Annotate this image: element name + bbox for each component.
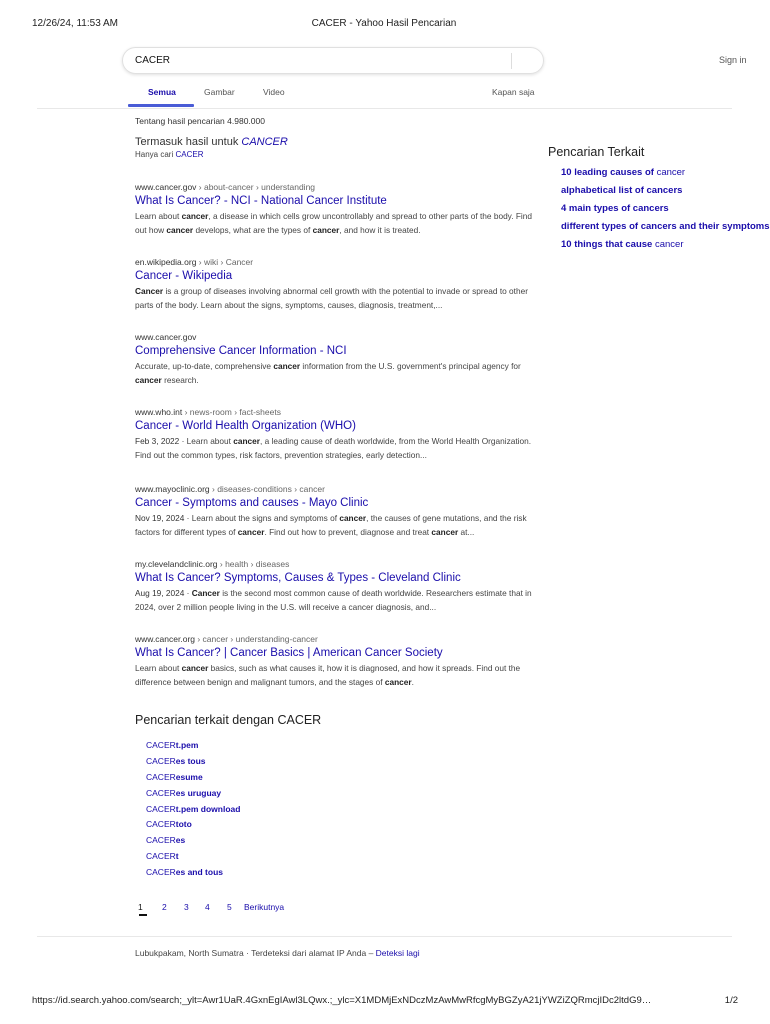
related-base: CACER — [146, 803, 176, 814]
snippet-highlight: cancer — [237, 526, 265, 537]
snippet-text: basics, such as what causes it, how it is diagnosed, and how it spreads. Find out the difference between benign and malignant tumors, and the stages of — [135, 663, 521, 687]
snippet-highlight: cancer — [181, 663, 209, 673]
search-input[interactable] — [135, 52, 505, 69]
result-date: Nov 19, 2024 · — [135, 513, 192, 523]
search-result — [135, 332, 535, 387]
snippet-highlight: cancer — [166, 224, 194, 235]
snippet-text: , a disease in which cells grow uncontrollably and spread to other parts of the body. Find out how — [135, 211, 532, 235]
snippet-text: Learn about — [135, 211, 182, 221]
snippet-highlight: cancer — [233, 436, 261, 446]
result-site: www.who.int — [135, 407, 183, 417]
snippet-highlight: cancer — [312, 224, 340, 235]
result-title-link[interactable]: What Is Cancer? - NCI - National Cancer Institute — [135, 195, 387, 207]
related-search-link[interactable] — [146, 756, 240, 772]
tab-video[interactable]: Video — [263, 87, 285, 97]
result-snippet — [135, 360, 535, 387]
related-suggestion: t.pem download — [175, 803, 241, 814]
result-url[interactable] — [135, 332, 535, 342]
result-breadcrumb: › news-room › fact-sheets — [182, 407, 281, 417]
snippet-text: information from the U.S. government's principal agency for — [300, 361, 521, 371]
result-breadcrumb: › about-cancer › understanding — [196, 182, 316, 192]
related-search-link[interactable] — [146, 740, 240, 756]
search-box — [122, 47, 544, 74]
snippet-highlight: cancer — [273, 361, 301, 371]
result-site: en.wikipedia.org — [135, 257, 197, 267]
print-page-title: CACER - Yahoo Hasil Pencarian — [311, 18, 457, 29]
location-footer — [135, 948, 420, 958]
page-link[interactable]: 4 — [205, 902, 210, 912]
tab-active-indicator — [128, 104, 194, 107]
search-result — [135, 559, 535, 614]
snippet-highlight: cancer — [431, 526, 459, 537]
sign-in-link[interactable]: Sign in — [719, 55, 747, 65]
related-sidebar-bold: 4 main types of cancers — [561, 203, 669, 214]
related-suggestion: t — [175, 851, 179, 862]
result-title-link[interactable]: Cancer - World Health Organization (WHO) — [135, 420, 356, 432]
search-divider — [511, 53, 512, 69]
result-site: www.cancer.org — [135, 634, 195, 644]
time-filter-dropdown[interactable]: Kapan saja — [492, 87, 535, 97]
related-suggestion: esume — [175, 771, 203, 782]
related-search-link[interactable] — [146, 867, 240, 883]
snippet-text: Learn about — [135, 663, 182, 673]
related-sidebar-bold: different types of cancers and their symptoms — [561, 221, 770, 232]
snippet-text: at... — [458, 526, 475, 537]
snippet-text: , the causes of gene mutations, and the risk factors for different types of — [135, 513, 527, 537]
snippet-highlight: Cancer — [191, 588, 220, 598]
related-searches-title: Pencarian terkait dengan CACER — [135, 713, 322, 727]
result-title-link[interactable]: What Is Cancer? | Cancer Basics | American Cancer Society — [135, 647, 443, 659]
tab-images[interactable]: Gambar — [204, 87, 235, 97]
related-suggestion: toto — [175, 819, 192, 830]
result-url[interactable] — [135, 182, 535, 192]
snippet-text: , and how it is treated. — [339, 224, 421, 235]
result-site: www.cancer.gov — [135, 332, 197, 342]
corrected-term-link[interactable]: CANCER — [241, 136, 288, 148]
detected-text: Terdeteksi dari alamat IP Anda — [251, 948, 367, 958]
snippet-text: Learn about the signs and symptoms of — [191, 513, 340, 523]
related-searches-list — [146, 740, 240, 883]
snippet-text: . Find out how to prevent, diagnose and treat — [264, 526, 432, 537]
spelling-correction — [135, 136, 288, 148]
related-sidebar-link[interactable] — [561, 185, 733, 203]
snippet-highlight: cancer — [135, 374, 162, 385]
correction-prefix: Termasuk hasil untuk — [135, 136, 242, 148]
only-prefix: Hanya cari — [135, 150, 176, 159]
snippet-text: is a group of diseases involving abnormal cell growth with the potential to invade or spread to other parts of the body. Learn about the signs, symptoms, causes, diagnosis, treatment,... — [135, 286, 528, 310]
related-base: CACER — [146, 851, 176, 862]
related-sidebar-link[interactable] — [561, 167, 733, 185]
print-page-number: 1/2 — [724, 995, 738, 1006]
result-breadcrumb: › cancer › understanding-cancer — [195, 634, 318, 644]
result-snippet — [135, 210, 535, 237]
related-sidebar-link[interactable] — [561, 221, 770, 239]
result-title-link[interactable]: Cancer - Symptoms and causes - Mayo Clinic — [135, 497, 369, 509]
result-breadcrumb: › diseases-conditions › cancer — [209, 484, 325, 494]
snippet-text: research. — [161, 374, 199, 385]
related-base: CACER — [146, 835, 176, 846]
search-result — [135, 182, 535, 237]
result-site: www.mayoclinic.org — [135, 484, 210, 494]
related-sidebar-list — [561, 167, 770, 257]
related-suggestion: t.pem — [175, 740, 199, 750]
page-link[interactable]: 3 — [184, 902, 189, 912]
footer-separator: – — [366, 948, 376, 958]
result-url[interactable] — [135, 634, 535, 644]
snippet-text: Accurate, up-to-date, comprehensive — [135, 361, 274, 371]
related-sidebar-bold: 10 leading causes of — [561, 167, 657, 178]
related-base: CACER — [146, 787, 176, 798]
related-suggestion: es — [175, 835, 186, 846]
footer-separator: · — [243, 948, 252, 958]
related-sidebar-bold: 10 things that cause — [561, 239, 655, 250]
related-base: CACER — [146, 819, 176, 830]
related-search-link[interactable] — [146, 819, 240, 835]
page-current-indicator — [139, 914, 147, 916]
result-snippet — [135, 435, 535, 462]
related-suggestion: es uruguay — [175, 787, 222, 798]
related-base: CACER — [146, 867, 176, 878]
result-title-link[interactable]: What Is Cancer? Symptoms, Causes & Types - Cleveland Clinic — [135, 572, 461, 584]
related-base: CACER — [146, 771, 176, 782]
search-only-original — [135, 150, 203, 159]
related-sidebar-title: Pencarian Terkait — [548, 145, 645, 159]
page-current: 1 — [138, 902, 143, 912]
result-snippet — [135, 512, 535, 539]
search-result — [135, 257, 535, 312]
result-count: Tentang hasil pencarian 4.980.000 — [135, 116, 265, 126]
snippet-highlight: Cancer — [135, 286, 164, 296]
related-search-link[interactable] — [146, 788, 240, 804]
result-title-link[interactable]: Comprehensive Cancer Information - NCI — [135, 345, 347, 357]
related-sidebar — [548, 145, 770, 257]
related-search-link[interactable] — [146, 804, 240, 820]
search-result — [135, 484, 535, 539]
page-link[interactable]: 5 — [227, 902, 232, 912]
redetect-link[interactable]: Deteksi lagi — [375, 948, 420, 958]
related-sidebar-light: cancer — [656, 167, 686, 178]
result-snippet — [135, 285, 535, 312]
result-snippet — [135, 662, 535, 689]
snippet-text: . — [411, 676, 414, 687]
result-date: Aug 19, 2024 · — [135, 588, 192, 598]
search-button[interactable] — [515, 49, 543, 73]
snippet-highlight: cancer — [339, 513, 367, 523]
result-title-link[interactable]: Cancer - Wikipedia — [135, 270, 233, 282]
related-suggestion: es and tous — [175, 867, 223, 878]
related-base: CACER — [146, 740, 176, 750]
result-url[interactable] — [135, 257, 535, 267]
result-url[interactable] — [135, 559, 535, 569]
footer-divider — [37, 936, 732, 937]
original-term-link[interactable]: CACER — [175, 150, 204, 159]
search-result — [135, 407, 535, 462]
result-site: www.cancer.gov — [135, 182, 197, 192]
snippet-text: Learn about — [186, 436, 234, 446]
result-snippet — [135, 587, 535, 614]
header-divider — [37, 108, 732, 109]
next-page-link[interactable]: Berikutnya — [244, 902, 285, 912]
related-search-link[interactable] — [146, 835, 240, 851]
snippet-text: is the second most common cause of death worldwide. Researchers estimate that in 2024, over 2 million people living in the U.S. will receive a cancer diagnosis, and... — [135, 588, 532, 612]
page-link[interactable]: 2 — [162, 902, 167, 912]
related-sidebar-bold: alphabetical list of cancers — [561, 185, 683, 196]
related-sidebar-light: cancer — [654, 239, 684, 250]
related-search-link[interactable] — [146, 772, 240, 788]
related-sidebar-link[interactable] — [561, 239, 733, 257]
snippet-text: develops, what are the types of — [193, 224, 313, 235]
result-date: Feb 3, 2022 · — [135, 436, 187, 446]
snippet-highlight: cancer — [181, 211, 209, 221]
related-suggestion: es tous — [175, 755, 206, 766]
print-date: 12/26/24, 11:53 AM — [32, 18, 118, 29]
tab-all[interactable]: Semua — [148, 87, 176, 97]
related-search-link[interactable] — [146, 851, 240, 867]
result-breadcrumb: › health › diseases — [217, 559, 290, 569]
snippet-text: , a leading cause of death worldwide, from the World Health Organization. Find out the common types, risk factors, prevention strategies, early detection... — [135, 436, 532, 460]
print-url: https://id.search.yahoo.com/search;_ylt=Awr1UaR.4GxnEgIAwl3LQwx.;_ylc=X1MDMjExNDczMzAwMwRfcgMyBGZyA21jYWZiZQRmcjIDc2ltdG9… — [32, 995, 652, 1006]
result-url[interactable] — [135, 484, 535, 494]
result-site: my.clevelandclinic.org — [135, 559, 218, 569]
related-base: CACER — [146, 755, 176, 766]
snippet-highlight: cancer — [384, 676, 412, 687]
result-breadcrumb: › wiki › Cancer — [196, 257, 254, 267]
search-result — [135, 634, 535, 689]
location-text: Lubukpakam, North Sumatra — [135, 948, 244, 958]
result-url[interactable] — [135, 407, 535, 417]
related-sidebar-link[interactable] — [561, 203, 733, 221]
